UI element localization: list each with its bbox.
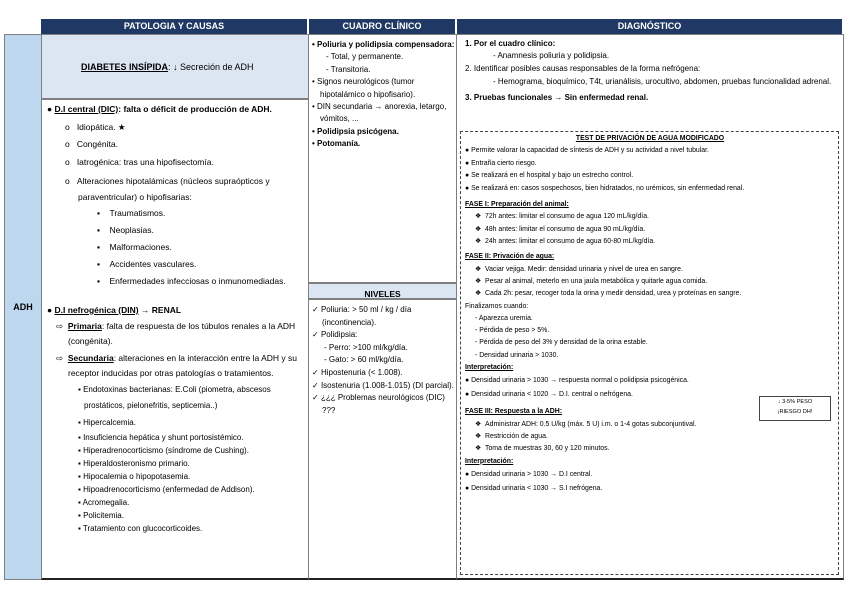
water-deprivation-test-box [460, 131, 839, 575]
hipotalamicas-sublist [65, 205, 307, 290]
list-item: ▪ Malformaciones. [97, 242, 172, 252]
list-item: o Alteraciones hipotalámicas (núcleos supraópticos y paraventricular) o hipofisarias: [65, 176, 270, 202]
fase2-item: ❖ Cada 2h: pesar, recoger toda la orina y medir densidad, urea y proteínas en sangre. [475, 290, 742, 298]
fase2-item: ❖ Pesar al animal, meterlo en una jaula metabólica y quitarle agua comida. [475, 277, 708, 285]
finalizamos-item: - Aparezca uremia. [475, 314, 533, 322]
secundaria-item: ⇨ Secundaria: alteraciones en la interacción entre la ADH y su receptor inducidas por otras patologías o tratamientos. [56, 352, 298, 378]
niveles-item: ✓ Polidipsia: [312, 330, 358, 340]
cuadro-item: • Polidipsia psicógena. [312, 126, 399, 136]
niveles-item: ✓ Poliuria: > 50 ml / kg / día (incontinencia). [312, 305, 412, 327]
niveles-cell [308, 299, 457, 580]
interp-item: ● Densidad urinaria < 1030 → S.I nefrógena. [465, 484, 603, 492]
interp-item: ● Densidad urinaria < 1020 → D.I. central o nefrógena. [465, 391, 633, 399]
cuadro-subitem: - Total, y permanente. [326, 52, 404, 62]
diag-step-1-sub: - Anamnesis poliuria y polidipsia. [493, 51, 610, 60]
niveles-item: ✓ ¿¿¿ Problemas neurológicos (DIC) ??? [312, 393, 445, 415]
header-cuadro: CUADRO CLÍNICO [309, 19, 455, 34]
test-bullet: ● Permite valorar la capacidad de síntesis de ADH y su actividad a nivel tubular. [465, 147, 709, 155]
list-item: ▪ Tratamiento con glucocorticoides. [78, 523, 203, 533]
list-item: o Congénita. [65, 139, 118, 149]
secundaria-sublist [45, 382, 307, 535]
cuadro-item: • DIN secundaria → anorexia, letargo, vómitos, ... [312, 102, 447, 124]
fase1-title: FASE I: Preparación del animal: [465, 201, 569, 209]
dic-heading: ● D.I central (DIC): falta o déficit de producción de ADH. [47, 104, 272, 114]
list-item: ▪ Endotoxinas bacterianas: E.Coli (piometra, abscesos prostáticos, pielonefritis, septicemia..) [78, 384, 271, 410]
fase3-item: ❖ Administrar ADH: 0.5 U/kg (máx. 5 U) i.m. o 1-4 gotas subconjuntival. [475, 420, 697, 428]
header-patologia: PATOLOGIA Y CAUSAS [41, 19, 307, 34]
interp-item: ● Densidad urinaria > 1030 → D.I central. [465, 470, 593, 478]
list-item: ▪ Policitemia. [78, 510, 124, 520]
niveles-item: ✓ Hipostenuria (< 1.008). [312, 367, 403, 377]
test-bullet: ● Entraña cierto riesgo. [465, 159, 537, 167]
diagnostico-cell [456, 34, 844, 580]
cuadro-subitem: - Transitoria. [326, 64, 371, 74]
fase3-item: ❖ Toma de muestras 30, 60 y 120 minutos. [475, 445, 610, 453]
niveles-item: ✓ Isostenuria (1.008-1.015) (DI parcial). [312, 380, 454, 390]
diag-step-1: 1. Por el cuadro clínico: [465, 39, 556, 48]
cuadro-item: • Signos neurológicos (tumor hipotalámico o hipofisario). [312, 77, 416, 99]
list-item: ▪ Hiperaldosteronismo primario. [78, 458, 190, 468]
interp-title-2: Interpretación: [465, 457, 514, 465]
list-item: o Iatrogénica: tras una hipofisectomía. [65, 156, 214, 167]
list-item: ▪ Neoplasias. [97, 225, 154, 235]
interp-item: ● Densidad urinaria > 1030 → respuesta normal o polidipsia psicogénica. [465, 377, 689, 385]
list-item: ▪ Hipercalcemia. [78, 417, 136, 427]
list-item: ▪ Accidentes vasculares. [97, 259, 197, 269]
finalizamos-item: - Densidad urinaria > 1030. [475, 351, 559, 359]
diabetes-title-rest: : ↓ Secreción de ADH [168, 62, 254, 72]
fase2-title: FASE II: Privación de agua: [465, 253, 555, 261]
cuadro-item: • Potomanía. [312, 139, 361, 149]
primaria-item: ⇨ Primaria: falta de respuesta de los túbulos renales a la ADH (congénita). [56, 320, 296, 346]
list-item: ▪ Hipoadrenocorticismo (enfermedad de Addison). [78, 484, 255, 494]
list-item: ▪ Enfermedades infecciosas o inmunomediadas. [97, 276, 286, 286]
fase1-item: ❖ 24h antes: limitar el consumo de agua 60-80 mL/kg/día. [475, 238, 656, 246]
test-title: TEST DE PRIVACIÓN DE AGUA MODIFICADO [575, 135, 725, 142]
niveles-subitem: - Perro: >100 ml/kg/día. [324, 342, 408, 352]
test-bullet: ● Se realizará en el hospital y bajo un estrecho control. [465, 171, 634, 179]
interp-title-1: Interpretación: [465, 364, 514, 372]
diag-step-3: 3. Pruebas funcionales → Sin enfermedad renal. [465, 92, 649, 102]
list-item: ▪ Acromegalia. [78, 497, 130, 507]
central-list [45, 121, 307, 291]
fase3-title: FASE III: Respuesta a la ADH: [465, 408, 563, 416]
din-heading: ● D.I nefrogénica (DIN) → RENAL [47, 305, 182, 315]
title-box [41, 34, 309, 99]
list-item: ▪ Hiperadrenocorticismo (síndrome de Cushing). [78, 445, 249, 455]
diag-step-2-sub: - Hemograma, bioquímico, T4t, urianálisis, urocultivo, abdomen, pruebas funcionalidad adrenal. [493, 77, 832, 86]
cuadro-cell [308, 34, 457, 283]
cuadro-item: • Poliuria y polidipsia compensadora: [312, 40, 455, 49]
row-label-adh [4, 34, 42, 580]
niveles-subitem: - Gato: > 60 ml/kg/día. [324, 355, 404, 365]
finalizamos-item: - Pérdida de peso del 3% y densidad de la orina estable. [475, 339, 648, 347]
list-item: o Idiopática. ★ [65, 121, 126, 132]
row-label-text: ADH [13, 302, 33, 312]
list-item: ▪ Hipocalemia o hipopotasemia. [78, 471, 191, 481]
fase3-item: ❖ Restricción de agua. [475, 432, 548, 440]
diag-step-2: 2. Identificar posibles causas responsables de la forma nefrógena: [465, 64, 701, 73]
patologia-cell [41, 99, 309, 580]
niveles-header: NIVELES [308, 283, 457, 299]
header-diagnostico: DIAGNÓSTICO [457, 19, 842, 34]
finalizamos-item: - Pérdida de peso > 5%. [475, 327, 550, 335]
fase1-item: ❖ 48h antes: limitar el consumo de agua 90 mL/kg/día. [475, 225, 646, 233]
finalizamos-label: Finalizamos cuando: [465, 302, 529, 310]
test-bullet: ● Se realizará en: casos sospechosos, bien hidratados, no urémicos, sin enfermedad renal. [465, 185, 745, 193]
diabetes-title: DIABETES INSÍPIDA [81, 62, 169, 72]
fase1-item: ❖ 72h antes: limitar el consumo de agua 120 mL/kg/día. [475, 213, 649, 221]
riesgo-callout: ↓ 3-5% PESO ¡RIESGO DH! [759, 396, 831, 421]
fase2-item: ❖ Vaciar vejiga. Medir: densidad urinaria y nivel de urea en sangre. [475, 265, 683, 273]
list-item: ▪ Insuficiencia hepática y shunt portosistémico. [78, 432, 244, 442]
list-item: ▪ Traumatismos. [97, 208, 166, 218]
